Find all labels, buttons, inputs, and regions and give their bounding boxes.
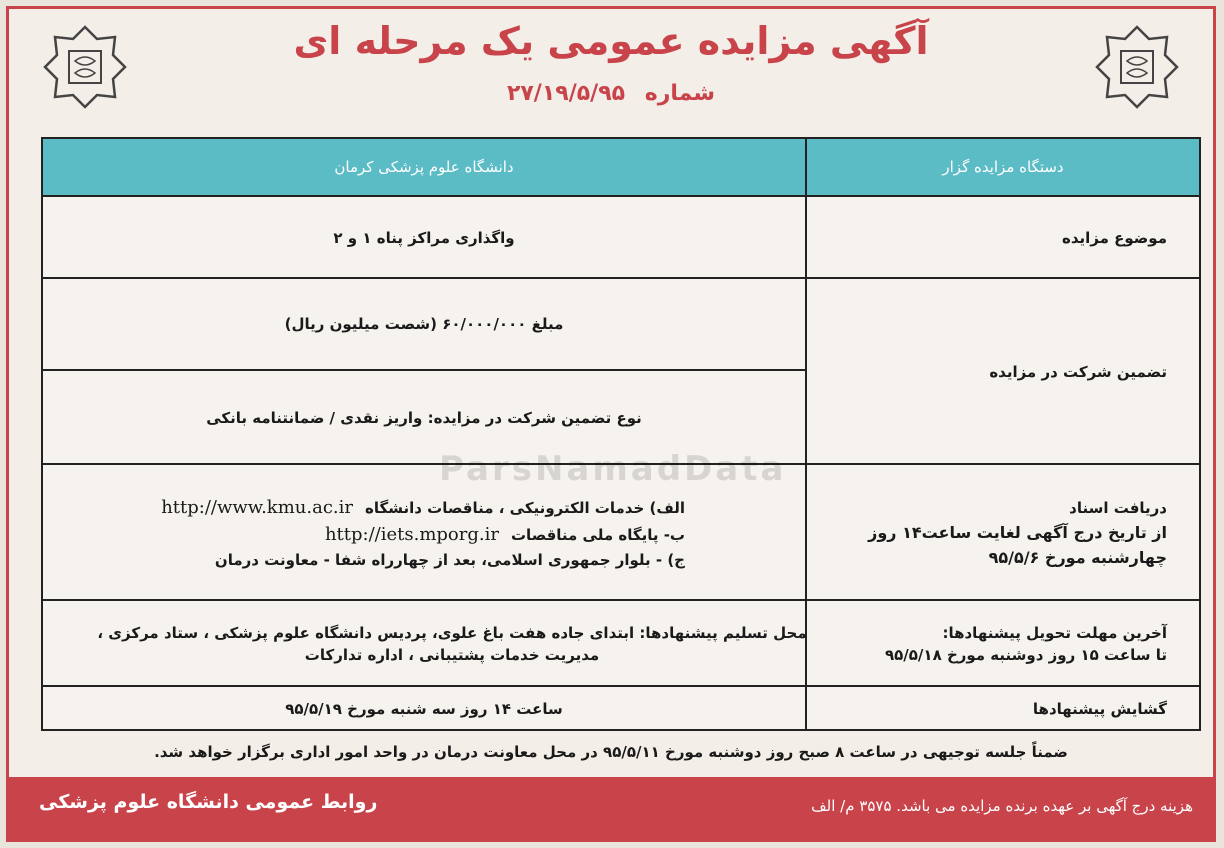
number-label: شماره	[644, 81, 716, 106]
source-b-link[interactable]: http://iets.mporg.ir	[324, 524, 499, 545]
source-a	[161, 497, 685, 518]
subject-label: موضوع مزایده	[805, 197, 1199, 279]
documents-label-line2: از تاریخ درج آگهی لغایت ساعت۱۴ روز	[868, 523, 1167, 542]
deadline-value: محل تسلیم پیشنهادها: ابتدای جاده هفت باغ علوی، پردیس دانشگاه علوم پزشکی ، ستاد مرکزی ، مدیریت خدمات پشتیبانی ، اداره تدارکات	[97, 623, 807, 664]
notice-number	[9, 81, 1213, 106]
footer-public-relations: روابط عمومی دانشگاه علوم پزشکی	[39, 791, 378, 813]
documents-sources	[43, 497, 805, 569]
briefing-note: ضمناً جلسه توجیهی در ساعت ۸ صبح روز دوشنبه مورخ ۹۵/۵/۱۱ در محل معاونت درمان در واحد امور اداری برگزار خواهد شد.	[154, 743, 1068, 761]
watermark: ParsNamadData	[439, 449, 787, 489]
guarantee-amount: مبلغ ۶۰/۰۰۰/۰۰۰ (شصت میلیون ریال)	[284, 315, 564, 333]
deadline-label	[805, 601, 1199, 687]
deadline-label-line2: تا ساعت ۱۵ روز دوشنبه مورخ ۹۵/۵/۱۸	[884, 646, 1167, 664]
notice-sheet	[6, 6, 1216, 842]
source-b	[325, 524, 685, 545]
table-header-row	[43, 139, 1199, 195]
guarantee-row	[43, 277, 1199, 465]
opening-value: ساعت ۱۴ روز سه شنبه مورخ ۹۵/۵/۱۹	[285, 700, 563, 718]
documents-label-line1: دریافت اسناد	[1069, 499, 1167, 517]
opening-label: گشایش پیشنهادها	[805, 687, 1199, 731]
source-c-text: ج) - بلوار جمهوری اسلامی، بعد از چهارراه شفا - معاونت درمان	[214, 551, 685, 569]
header-left: دستگاه مزایده گزار	[805, 139, 1199, 195]
footer-band	[9, 777, 1213, 839]
header-right: دانشگاه علوم پزشکی کرمان	[43, 139, 805, 195]
documents-label	[805, 465, 1199, 601]
source-a-text: الف) خدمات الکترونیکی ، مناقصات دانشگاه	[365, 498, 685, 517]
source-c	[215, 551, 685, 569]
guarantee-type: نوع تضمین شرکت در مزایده: واریز نقدی / ضمانتنامه بانکی	[43, 369, 805, 465]
source-b-text: ب- پایگاه ملی مناقصات	[510, 525, 685, 544]
number-value: ۲۷/۱۹/۵/۹۵	[506, 81, 626, 106]
subject-value: واگذاری مراکز پناه ۱ و ۲	[333, 229, 515, 247]
documents-label-line3: چهارشنبه مورخ ۹۵/۵/۶	[988, 548, 1167, 567]
page-title: آگهی مزایده عمومی یک مرحله ای	[293, 19, 929, 63]
opening-row	[43, 685, 1199, 731]
footer-cost-note: هزینه درج آگهی بر عهده برنده مزایده می باشد. ۳۵۷۵ م/ الف	[811, 797, 1193, 815]
deadline-label-line1: آخرین مهلت تحویل پیشنهادها:	[942, 624, 1167, 642]
auction-table	[41, 137, 1201, 731]
subject-row	[43, 195, 1199, 279]
source-a-link[interactable]: http://www.kmu.ac.ir	[161, 497, 353, 518]
deadline-row	[43, 599, 1199, 687]
guarantee-label: تضمین شرکت در مزایده	[805, 279, 1199, 465]
